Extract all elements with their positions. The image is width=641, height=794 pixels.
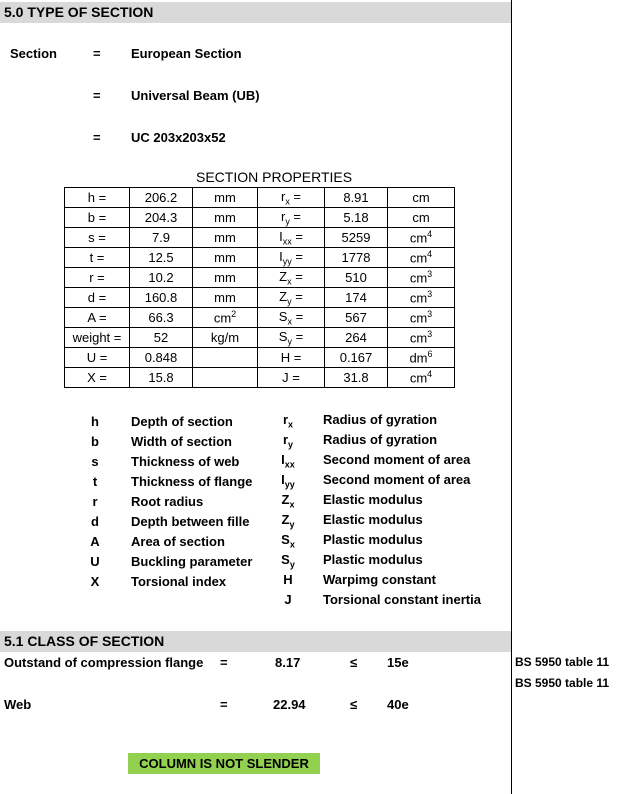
unit-text: cm [409, 230, 428, 246]
legend-symbol: s [91, 454, 99, 469]
property-unit [193, 268, 258, 288]
unit-exponent: 6 [427, 349, 433, 360]
section-eq-3: = [93, 130, 101, 145]
legend-description: Second moment of area [323, 452, 471, 467]
symbol-text: Z [279, 268, 288, 284]
section-type-title: 5.0 TYPE OF SECTION [4, 4, 154, 20]
legend-symbol [278, 512, 298, 530]
property-value: 0.848 [130, 348, 193, 368]
property-value: 5259 [325, 228, 388, 248]
legend-symbol: X [90, 574, 100, 589]
property-unit [388, 248, 455, 268]
property-label [258, 288, 325, 308]
property-value: 1778 [325, 248, 388, 268]
symbol-subscript: y [287, 296, 292, 307]
legend-symbol-subscript: y [289, 559, 295, 570]
legend-symbol [278, 592, 298, 607]
property-unit [388, 228, 455, 248]
legend-description: Plastic modulus [323, 552, 423, 567]
property-unit [193, 348, 258, 368]
property-label [258, 268, 325, 288]
property-unit [388, 368, 455, 388]
unit-text: cm [412, 210, 430, 225]
symbol-subscript: y [287, 336, 292, 347]
legend-symbol-text: I [281, 472, 285, 487]
property-value: 160.8 [130, 288, 193, 308]
property-label: r = [65, 268, 130, 288]
symbol-text: S [278, 308, 288, 324]
property-unit [193, 208, 258, 228]
property-value: 31.8 [325, 368, 388, 388]
web-eq: = [220, 697, 228, 712]
section-value-2: Universal Beam (UB) [131, 88, 260, 103]
property-unit [193, 288, 258, 308]
property-label: X = [65, 368, 130, 388]
legend-symbol [278, 472, 298, 490]
symbol-eq: = [291, 248, 303, 264]
property-unit [193, 308, 258, 328]
legend-symbol-subscript: yy [284, 479, 295, 490]
unit-exponent: 3 [427, 269, 433, 280]
property-row [65, 288, 455, 308]
property-unit [388, 288, 455, 308]
legend-symbol-subscript: y [288, 439, 294, 450]
class-section-header [0, 631, 511, 652]
property-row [65, 188, 455, 208]
unit-exponent: 4 [427, 369, 433, 380]
legend-symbol-text: Z [281, 512, 290, 527]
property-row [65, 268, 455, 288]
unit-text: cm [409, 270, 428, 286]
column-divider [511, 0, 512, 794]
section-value-1: European Section [131, 46, 242, 61]
legend-symbol: r [92, 494, 98, 509]
symbol-eq: = [291, 328, 304, 344]
symbol-eq: = [291, 288, 303, 304]
property-unit [388, 268, 455, 288]
section-type-header [0, 2, 511, 23]
symbol-text: I [279, 248, 283, 264]
legend-description: Radius of gyration [323, 412, 438, 427]
property-value: 66.3 [130, 308, 193, 328]
flange-label: Outstand of compression flange [4, 655, 204, 670]
legend-symbol: d [91, 514, 99, 529]
unit-exponent: 3 [427, 309, 433, 320]
unit-text: mm [214, 250, 236, 265]
property-label [258, 348, 325, 368]
legend-description: Warpimg constant [323, 572, 436, 587]
property-value: 7.9 [130, 228, 193, 248]
property-label: t = [65, 248, 130, 268]
property-unit [388, 328, 455, 348]
ref-2: BS 5950 table 11 [515, 676, 610, 690]
symbol-subscript: x [287, 276, 292, 287]
legend-symbol-subscript: x [288, 419, 294, 430]
unit-text: mm [214, 230, 236, 245]
unit-text: dm [409, 350, 428, 366]
property-unit [193, 248, 258, 268]
symbol-subscript: y [285, 216, 290, 227]
unit-text: mm [214, 290, 236, 305]
section-eq-1: = [93, 46, 101, 61]
property-value: 15.8 [130, 368, 193, 388]
property-value: 206.2 [130, 188, 193, 208]
property-label: s = [65, 228, 130, 248]
legend-symbol-text: S [281, 552, 290, 567]
unit-exponent: 3 [427, 329, 433, 340]
unit-exponent: 4 [427, 249, 433, 260]
unit-text: cm [409, 330, 428, 346]
symbol-eq: = [291, 228, 303, 244]
unit-text: mm [214, 190, 236, 205]
symbol-text: r [280, 188, 286, 204]
legend-symbol-text: S [281, 532, 290, 547]
legend-symbol-subscript: y [289, 519, 295, 530]
legend-description: Plastic modulus [323, 532, 423, 547]
legend-symbol [278, 572, 298, 587]
legend-symbol-subscript: xx [284, 459, 295, 470]
legend-symbol [278, 532, 298, 550]
legend-symbol-text: r [282, 432, 289, 447]
legend-symbol-subscript: x [289, 499, 295, 510]
unit-text: cm [412, 190, 430, 205]
symbol-subscript: x [287, 316, 292, 327]
class-section-title: 5.1 CLASS OF SECTION [4, 633, 165, 649]
unit-text: cm [213, 310, 232, 326]
property-row [65, 368, 455, 388]
property-value: 8.91 [325, 188, 388, 208]
section-properties-title: SECTION PROPERTIES [196, 169, 353, 185]
symbol-text: r [280, 208, 286, 224]
legend-symbol-subscript: x [289, 539, 295, 550]
legend-symbol [278, 492, 298, 510]
web-limit: 40e [387, 697, 409, 712]
symbol-text: J = [282, 370, 300, 385]
legend-description: Width of section [131, 434, 232, 449]
web-label: Web [4, 697, 32, 712]
symbol-eq: = [289, 208, 302, 224]
property-value: 5.18 [325, 208, 388, 228]
legend-description: Torsional index [131, 574, 227, 589]
legend-symbol-text: H [283, 572, 293, 587]
property-unit [193, 188, 258, 208]
property-label [258, 248, 325, 268]
legend-description: Area of section [131, 534, 225, 549]
flange-eq: = [220, 655, 228, 670]
legend-symbol: t [92, 474, 98, 489]
legend-description: Radius of gyration [323, 432, 438, 447]
property-label: d = [65, 288, 130, 308]
property-unit [193, 368, 258, 388]
legend-description: Buckling parameter [131, 554, 253, 569]
legend-symbol-text: Z [281, 492, 290, 507]
web-value: 22.94 [273, 697, 306, 712]
property-label [258, 368, 325, 388]
legend-description: Depth between fille [131, 514, 250, 529]
property-unit [388, 188, 455, 208]
legend-description: Root radius [131, 494, 204, 509]
property-value: 567 [325, 308, 388, 328]
legend-description: Elastic modulus [323, 512, 423, 527]
property-label: U = [65, 348, 130, 368]
legend-symbol-text: J [284, 592, 292, 607]
unit-text: cm [409, 310, 428, 326]
property-value: 10.2 [130, 268, 193, 288]
unit-text: kg/m [210, 330, 240, 345]
property-unit [193, 228, 258, 248]
property-label: h = [65, 188, 130, 208]
property-label [258, 208, 325, 228]
property-label: b = [65, 208, 130, 228]
property-value: 204.3 [130, 208, 193, 228]
legend-symbol: h [91, 414, 99, 429]
unit-text: mm [214, 270, 236, 285]
property-row [65, 348, 455, 368]
flange-rel: ≤ [350, 655, 358, 670]
unit-exponent: 3 [427, 289, 433, 300]
property-label [258, 228, 325, 248]
symbol-eq: = [289, 188, 302, 204]
property-unit [388, 348, 455, 368]
legend-description: Second moment of area [323, 472, 471, 487]
legend-symbol [278, 552, 298, 570]
legend-description: Thickness of web [131, 454, 240, 469]
legend-description: Elastic modulus [323, 492, 423, 507]
property-row [65, 328, 455, 348]
symbol-text: I [279, 228, 283, 244]
symbol-subscript: yy [282, 256, 292, 267]
symbol-text: Z [279, 288, 288, 304]
property-value: 510 [325, 268, 388, 288]
legend-description: Torsional constant inertia [323, 592, 481, 607]
unit-text: mm [214, 210, 236, 225]
property-row [65, 308, 455, 328]
property-value: 264 [325, 328, 388, 348]
legend-symbol [278, 452, 298, 470]
symbol-text: H = [280, 350, 302, 365]
ref-1: BS 5950 table 11 [515, 655, 610, 669]
property-label [258, 308, 325, 328]
section-label: Section [10, 46, 57, 61]
property-row [65, 208, 455, 228]
legend-symbol: b [91, 434, 99, 449]
web-rel: ≤ [350, 697, 358, 712]
legend-symbol [278, 432, 298, 450]
legend-description: Thickness of flange [131, 474, 253, 489]
section-properties-table [64, 187, 455, 388]
property-unit [193, 328, 258, 348]
property-label: A = [65, 308, 130, 328]
slenderness-status: COLUMN IS NOT SLENDER [128, 753, 320, 774]
symbol-eq: = [291, 308, 304, 324]
legend-symbol [278, 412, 298, 430]
section-value-3: UC 203x203x52 [131, 130, 226, 145]
symbol-text: S [278, 328, 288, 344]
unit-exponent: 4 [427, 229, 433, 240]
property-row [65, 248, 455, 268]
section-eq-2: = [93, 88, 101, 103]
legend-symbol: U [90, 554, 100, 569]
property-value: 12.5 [130, 248, 193, 268]
unit-text: cm [409, 370, 428, 386]
property-value: 0.167 [325, 348, 388, 368]
legend-symbol-text: I [281, 452, 285, 467]
legend-symbol: A [90, 534, 100, 549]
unit-text: cm [409, 290, 428, 306]
property-value: 52 [130, 328, 193, 348]
property-label [258, 328, 325, 348]
property-unit [388, 208, 455, 228]
property-row [65, 228, 455, 248]
symbol-subscript: xx [282, 236, 292, 247]
legend-symbol-text: r [282, 412, 289, 427]
property-unit [388, 308, 455, 328]
legend-description: Depth of section [131, 414, 233, 429]
property-label: weight = [65, 328, 130, 348]
property-value: 174 [325, 288, 388, 308]
unit-exponent: 2 [231, 309, 237, 320]
property-label [258, 188, 325, 208]
symbol-eq: = [291, 268, 303, 284]
symbol-subscript: x [285, 196, 290, 207]
unit-text: cm [409, 250, 428, 266]
flange-limit: 15e [387, 655, 409, 670]
flange-value: 8.17 [275, 655, 301, 670]
